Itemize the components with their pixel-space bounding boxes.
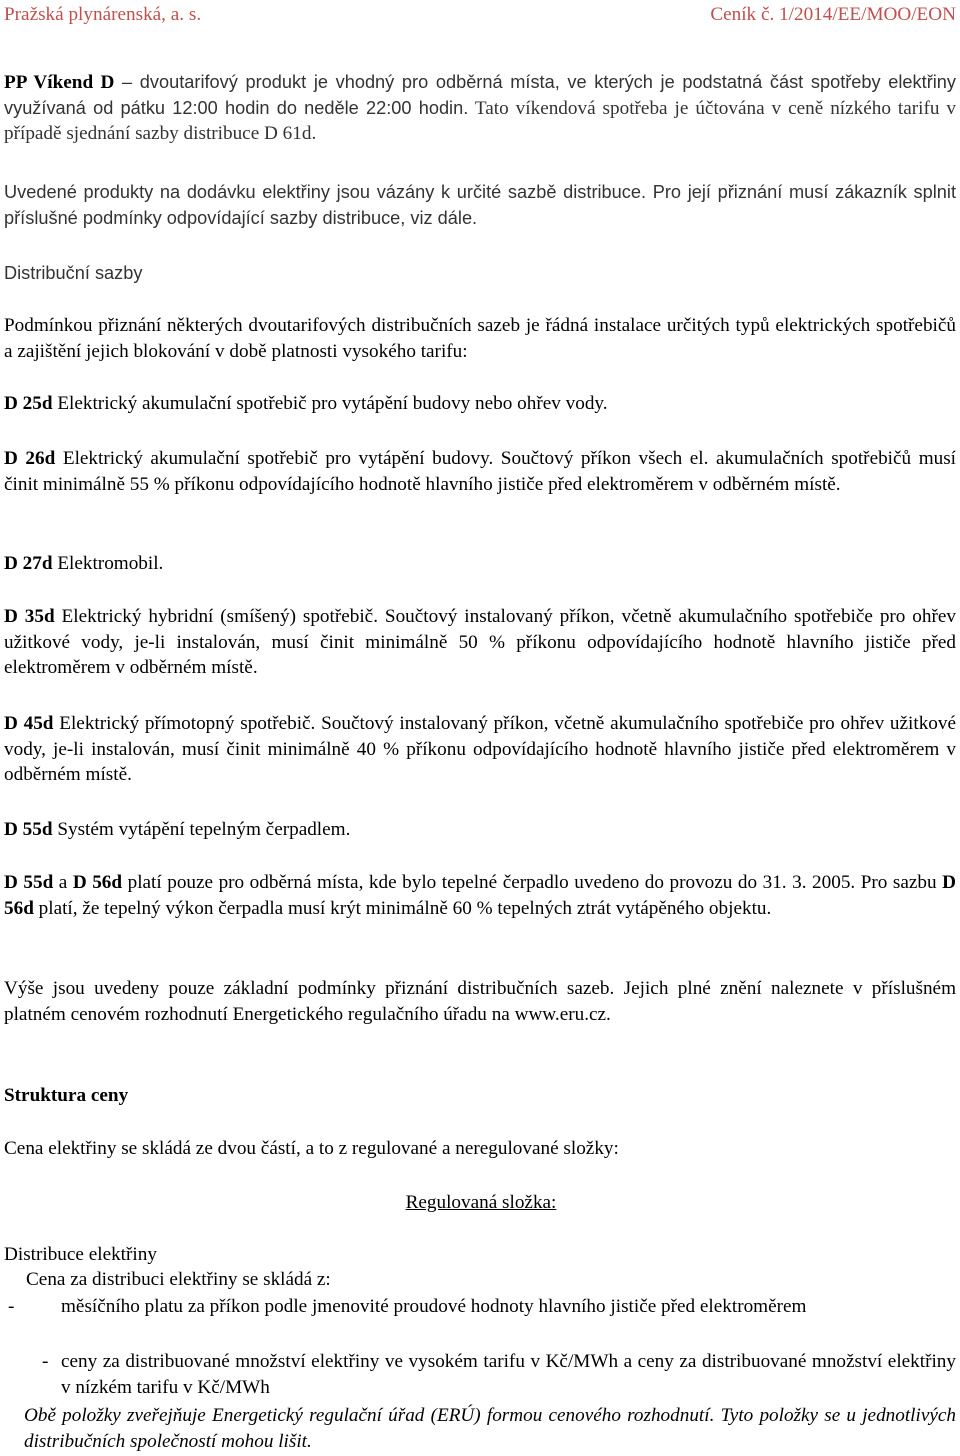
- rate-d45d: [4, 711, 956, 788]
- distribution-price-intro: Cena za distribuci elektřiny se skládá z:: [26, 1269, 331, 1290]
- rate-d27d: [4, 551, 956, 577]
- rate-code: D 35d: [4, 606, 55, 627]
- rate-text: Elektrický akumulační spotřebič pro vytápění budovy. Součtový příkon všech el. akumulačních spotřebičů musí činit minimálně 55 % příkonu odpovídajícího hodnotě hlavního jističe před elektroměrem v odběrném místě.: [4, 448, 957, 495]
- list-bullet: -: [8, 1296, 15, 1317]
- rate-code: D 27d: [4, 553, 53, 574]
- distribution-label: Distribuce elektřiny: [4, 1244, 157, 1265]
- rate-code: D 56d: [4, 872, 957, 919]
- company-name: Pražská plynárenská, a. s.: [4, 4, 202, 25]
- distribution-intro: Podmínkou přiznání některých dvoutarifových distribučních sazeb je řádná instalace určitých typů elektrických spotřebičů a zajištění jejich blokování v době platnosti vysokého tarifu:: [4, 315, 956, 362]
- rate-text: Elektrický přímotopný spotřebič. Součtový instalovaný příkon, včetně akumulačního spotřebiče pro ohřev užitkové vody, je-li instalován, musí činit minimálně 40 % příkonu odpovídajícího hodnotě hlavního jističe před elektroměrem v odběrném místě.: [4, 713, 957, 785]
- italic-note: Obě položky zveřejňuje Energetický regulační úřad (ERÚ) formou cenového rozhodnutí. Tyto položky se u jednotlivých distribučních společností mohou lišit.: [24, 1405, 956, 1452]
- list-item-text: [61, 1349, 956, 1400]
- rate-text: Elektrický akumulační spotřebič pro vytápění budovy nebo ohřev vody.: [52, 393, 608, 414]
- linked-products-conditions: Pro její přiznání musí zákazník splnit příslušné podmínky odpovídající sazby distribuce, viz dále.: [4, 182, 956, 228]
- rate-code: D 25d: [4, 393, 53, 414]
- list-item-text: měsíčního platu za příkon podle jmenovité proudové hodnoty hlavního jističe před elektroměrem: [61, 1296, 807, 1317]
- list-bullet: -: [42, 1351, 49, 1372]
- structure-intro: Cena elektřiny se skládá ze dvou částí, a to z regulované a neregulované složky:: [4, 1138, 619, 1159]
- price-list-number: Ceník č. 1/2014/EE/MOO/EON: [710, 4, 956, 25]
- rate-code: D 45d: [4, 713, 54, 734]
- linked-products-paragraph: [4, 180, 956, 231]
- rate-code: D 55d: [4, 872, 54, 893]
- distribution-heading: Distribuční sazby: [4, 263, 143, 283]
- rate-text: Systém vytápění tepelným čerpadlem.: [52, 819, 351, 840]
- product-description-tariff: Tato víkendová spotřeba je účtována v ceně nízkého tarifu v případě sjednání sazby distribuce D 61d.: [4, 97, 957, 144]
- rate-code: D 55d: [4, 819, 53, 840]
- rate-text: platí, že tepelný výkon čerpadla musí krýt minimálně 60 % tepelných ztrát vytápěného objektu.: [33, 897, 772, 919]
- rate-d35d: [4, 604, 956, 681]
- pp-vikend-paragraph: [4, 70, 956, 147]
- distribution-item: [4, 1349, 956, 1400]
- rate-code: D 26d: [4, 448, 56, 469]
- rate-conjunction: a: [53, 872, 73, 893]
- rate-d55d: [4, 817, 956, 843]
- distribution-item: [4, 1294, 956, 1320]
- product-name: PP Víkend D: [4, 72, 115, 93]
- rate-text: platí pouze pro odběrná místa, kde bylo tepelné čerpadlo uvedeno do provozu do 31. 3. 2005. Pro sazbu: [122, 872, 943, 893]
- list-item-content: ceny za distribuované množství elektřiny ve vysokém tarifu v Kč/MWh a ceny za distribuované množství elektřiny v nízkém tarifu v Kč/MWh: [61, 1351, 956, 1398]
- distribution-footer-note: Výše jsou uvedeny pouze základní podmínky přiznání distribučních sazeb. Jejich plné znění naleznete v příslušném platném cenovém rozhodnutí Energetického regulačního úřadu na www.eru.cz.: [4, 978, 956, 1025]
- rate-text: Elektromobil.: [52, 553, 164, 574]
- rate-d55d-d56d: [4, 870, 956, 921]
- structure-heading: Struktura ceny: [4, 1085, 129, 1106]
- rate-text: Elektrický hybridní (smíšený) spotřebič. Součtový instalovaný příkon, včetně akumulačního spotřebiče pro ohřev užitkové vody, je-li instalován, musí činit minimálně 50 % příkonu odpovídajícího hodnotě hlavního jističe před elektroměrem v odběrném místě.: [4, 606, 956, 678]
- rate-code: D 56d: [72, 872, 123, 893]
- product-description: – dvoutarifový produkt je vhodný pro odběrná místa, ve kterých je podstatná část spotřeby elektřiny využívaná od pátku 12:00 hodin do neděle 22:00 hodin.: [4, 72, 956, 118]
- rate-d25d: [4, 391, 956, 417]
- rate-d26d: [4, 446, 956, 497]
- linked-products-text: Uvedené produkty na dodávku elektřiny jsou vázány k určité sazbě distribuce.: [4, 182, 647, 202]
- page-header: [4, 0, 956, 26]
- regulated-component-heading: Regulovaná složka:: [405, 1192, 557, 1213]
